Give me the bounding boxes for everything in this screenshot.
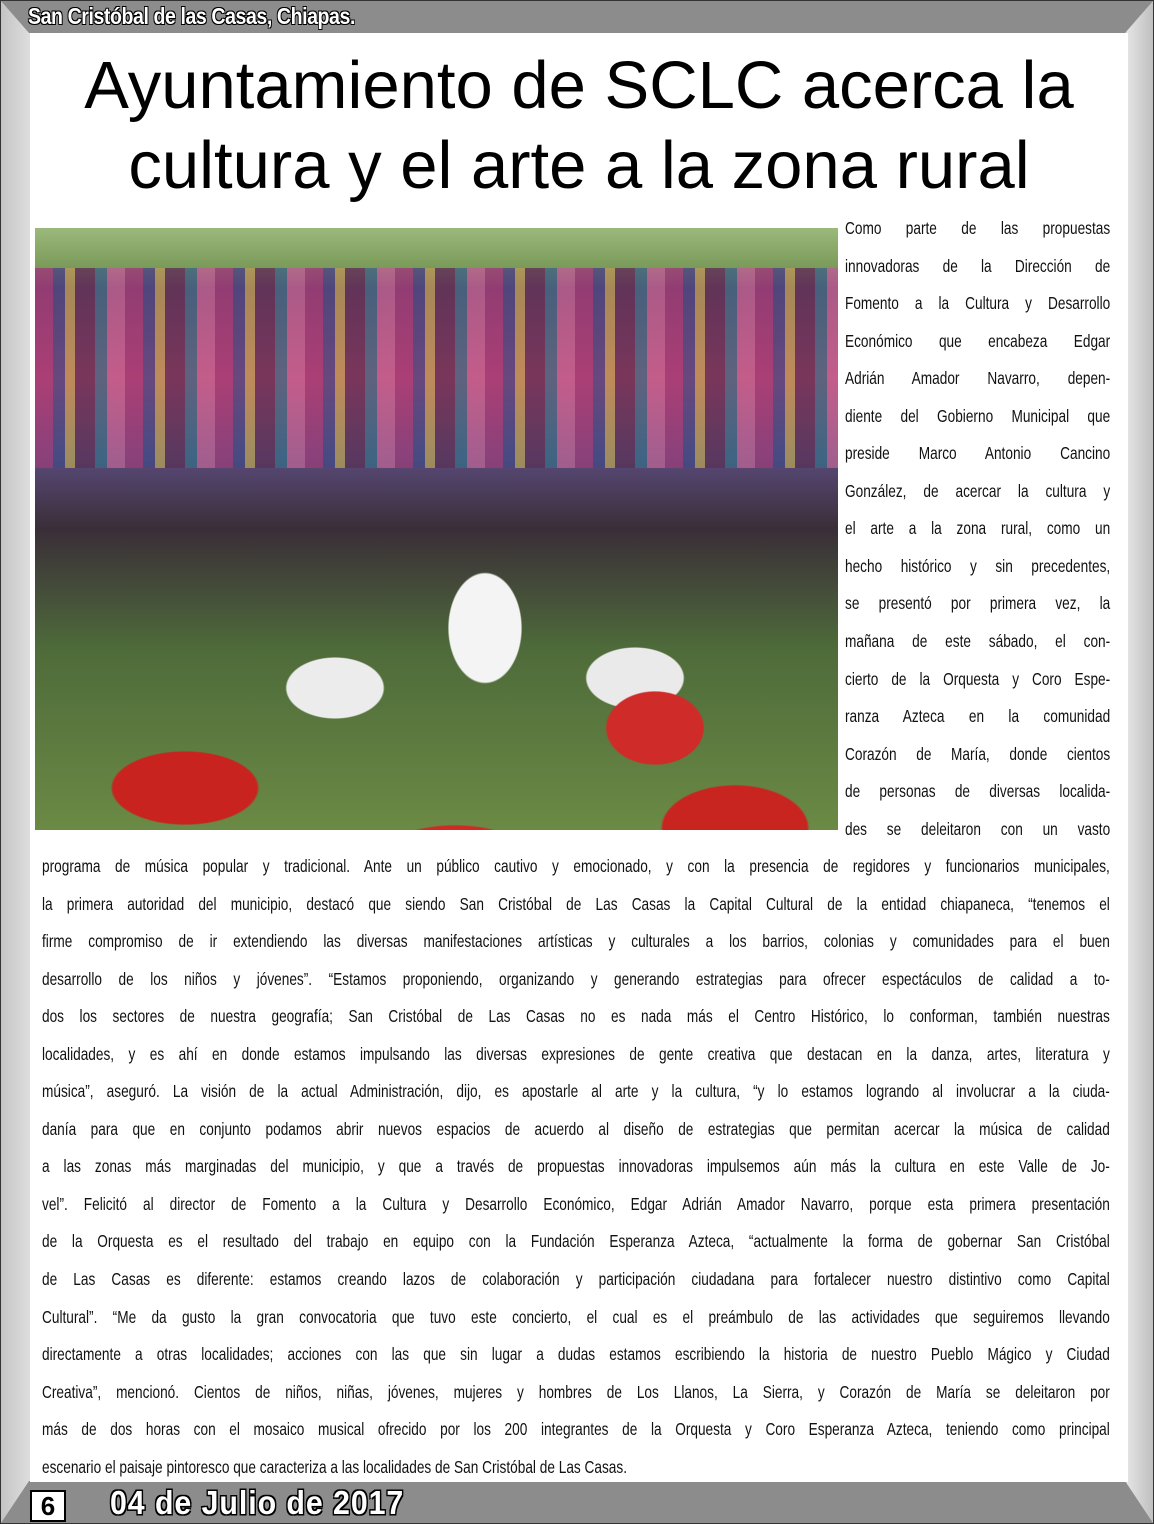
article-text-line: a las zonas más marginadas del municipio, y que a través de propuestas innovadoras impulsemos aún más la cultura en este Valle de Jo- bbox=[42, 1156, 1110, 1177]
headline-line-1: Ayuntamiento de SCLC acerca la bbox=[84, 48, 1074, 123]
headline-line-2: cultura y el arte a la zona rural bbox=[128, 128, 1030, 203]
article-text-line: innovadoras de la Dirección de bbox=[845, 255, 1111, 276]
article-text-line: la primera autoridad del municipio, destacó que siendo San Cristóbal de Las Casas la Capital Cultural de la entidad chiapaneca, “tenemos el bbox=[42, 893, 1110, 914]
article-text-line: de personas de diversas localida- bbox=[845, 781, 1111, 802]
article-text-line: Como parte de las propuestas bbox=[845, 218, 1111, 238]
article-text-line: Adrián Amador Navarro, depen- bbox=[845, 368, 1111, 389]
issue-date: 04 de Julio de 2017 bbox=[110, 1484, 405, 1521]
article-text-line: Creativa”, mencionó. Cientos de niños, niñas, jóvenes, mujeres y hombres de Los Llanos, La Sierra, y Corazón de María se deleitaron por bbox=[42, 1381, 1110, 1402]
headline bbox=[30, 46, 1128, 206]
article-text-line: Corazón de María, donde cientos bbox=[845, 743, 1111, 764]
photo-grass bbox=[35, 228, 838, 268]
article-text-line: Fomento a la Cultura y Desarrollo bbox=[845, 293, 1111, 314]
article-text-line: escenario el paisaje pintoresco que caracteriza a las localidades de San Cristóbal de Las Casas. bbox=[42, 1456, 628, 1477]
article-text-line: directamente a otras localidades; acciones con las que sin lugar a dudas estamos escribiendo la historia de nuestro Pueblo Mágico y Ciudad bbox=[42, 1344, 1110, 1365]
article-text-line: mañana de este sábado, el con- bbox=[845, 631, 1111, 652]
header-location: San Cristóbal de las Casas, Chiapas. bbox=[28, 3, 355, 29]
article-text-line: más de dos horas con el mosaico musical ofrecido por los 200 integrantes de la Orquesta y Coro Esperanza Azteca, teniendo como principal bbox=[42, 1419, 1110, 1440]
article-column-text bbox=[845, 210, 1110, 848]
photo-crowd bbox=[35, 268, 838, 468]
article-text-line: preside Marco Antonio Cancino bbox=[845, 443, 1111, 464]
article-text-line: dos los sectores de nuestra geografía; San Cristóbal de Las Casas no es nada más el Centro Histórico, lo conforman, también nuestras bbox=[42, 1006, 1110, 1027]
article-text-line: des se deleitaron con un vasto bbox=[845, 818, 1111, 839]
article-text-line: Cultural”. “Me da gusto la gran convocatoria que tuvo este concierto, el cual es el preámbulo de las actividades que seguiremos llevando bbox=[42, 1306, 1110, 1327]
article-text-line: de Las Casas es diferente: estamos creando lazos de colaboración y participación ciudadana para fortalecer nuestro distintivo como Capital bbox=[42, 1269, 1110, 1290]
article-text-line: se presentó por primera vez, la bbox=[845, 593, 1111, 614]
article-text-line: ranza Azteca en la comunidad bbox=[845, 706, 1111, 727]
article-text-line: cierto de la Orquesta y Coro Espe- bbox=[845, 668, 1111, 689]
article-text-line: localidades, y es ahí en donde estamos impulsando las diversas expresiones de gente creativa que destacan en la danza, artes, literatura y bbox=[42, 1043, 1110, 1064]
article-text-line: programa de música popular y tradicional. Ante un público cautivo y emocionado, y con la presencia de regidores y funcionarios municipales, bbox=[42, 856, 1110, 876]
article-text-line: danía para que en conjunto podamos abrir nuevos espacios de acuerdo al diseño de estrategias que permitan acercar la música de calidad bbox=[42, 1118, 1110, 1139]
article-text-line: González, de acercar la cultura y bbox=[845, 480, 1111, 501]
page-number: 6 bbox=[30, 1490, 66, 1522]
article-text-line: firme compromiso de ir extendiendo las diversas manifestaciones artísticas y culturales a los barrios, colonias y comunidades para el buen bbox=[42, 931, 1110, 952]
article-text-line: vel”. Felicitó al director de Fomento a la Cultura y Desarrollo Económico, Edgar Adrián Amador Navarro, porque esta primera presentación bbox=[42, 1193, 1110, 1214]
article-text-line: desarrollo de los niños y jóvenes”. “Estamos proponiendo, organizando y generando estrategias para ofrecer espectáculos de calidad a to- bbox=[42, 968, 1110, 989]
article-body-text bbox=[42, 848, 1110, 1486]
article-text-line: de la Orquesta es el resultado del trabajo en equipo con la Fundación Esperanza Azteca, “actualmente la forma de gobernar San Cristóbal bbox=[42, 1231, 1110, 1252]
article-text-line: música”, aseguró. La visión de la actual Administración, dijo, es apostarle al arte y la cultura, “y lo estamos logrando al involucrar a la ciuda- bbox=[42, 1081, 1110, 1102]
article-photo-orchestra bbox=[35, 228, 838, 830]
article-text-line: diente del Gobierno Municipal que bbox=[845, 405, 1111, 426]
article-text-line: Económico que encabeza Edgar bbox=[845, 330, 1111, 351]
article-text-line: hecho histórico y sin precedentes, bbox=[845, 555, 1111, 576]
article-text-line: el arte a la zona rural, como un bbox=[845, 518, 1111, 539]
